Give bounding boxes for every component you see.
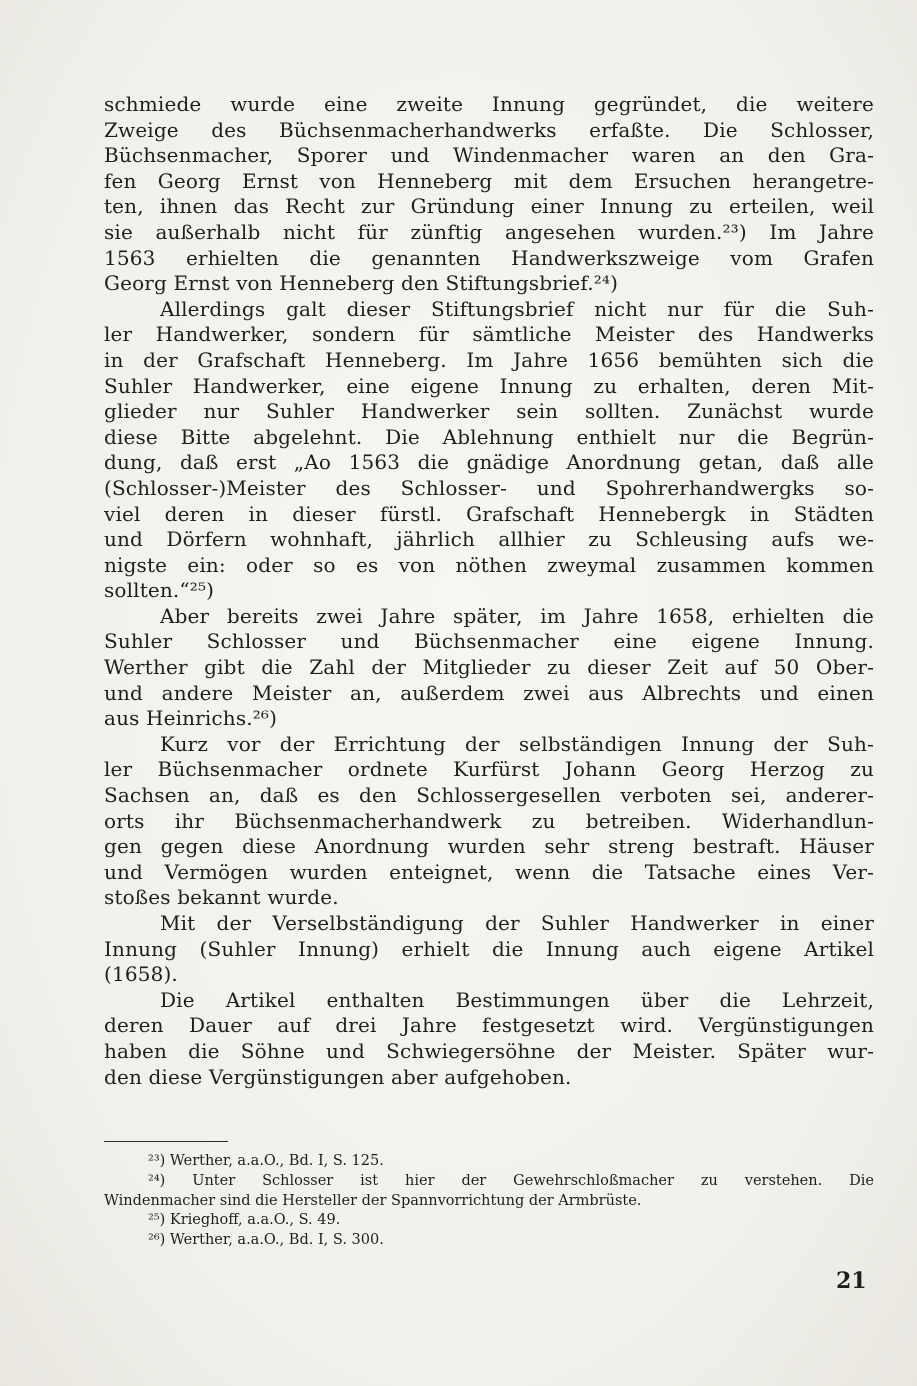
footnote-line: ²⁴) Unter Schlosser ist hier der Gewehrschloßmacher zu verstehen. Die	[148, 1172, 874, 1189]
body-line: nigste ein: oder so es von nöthen zweymal zusammen kommen	[104, 552, 874, 577]
body-line: und Dörfern wohnhaft, jährlich allhier zu Schleusing aufs we-	[104, 527, 874, 552]
footnote-line: Windenmacher sind die Hersteller der Spannvorrichtung der Armbrüste.	[104, 1192, 642, 1209]
body-line: orts ihr Büchsenmacherhandwerk zu betreiben. Widerhandlun-	[104, 808, 874, 833]
body-line: schmiede wurde eine zweite Innung gegründet, die weitere	[104, 92, 874, 116]
body-line: haben die Söhne und Schwiegersöhne der Meister. Später wur-	[104, 1038, 874, 1063]
body-line: in der Grafschaft Henneberg. Im Jahre 1656 bemühten sich die	[104, 347, 874, 372]
body-line: und Vermögen wurden enteignet, wenn die Tatsache eines Ver-	[104, 859, 874, 884]
body-line: ten, ihnen das Recht zur Gründung einer Innung zu erteilen, weil	[104, 194, 874, 219]
footnote-line: ²⁶) Werther, a.a.O., Bd. I, S. 300.	[148, 1232, 384, 1249]
body-line: viel deren in dieser fürstl. Grafschaft Hennebergk in Städten	[104, 501, 874, 526]
body-line: (Schlosser-)Meister des Schlosser- und Spohrerhandwergks so-	[104, 475, 874, 500]
footnote-line: ²³) Werther, a.a.O., Bd. I, S. 125.	[148, 1153, 384, 1169]
body-line: sollten.“²⁵)	[104, 578, 215, 603]
body-text	[104, 92, 874, 1090]
footnote-line: ²⁵) Krieghoff, a.a.O., S. 49.	[148, 1212, 341, 1229]
body-line: sie außerhalb nicht für zünftig angesehen wurden.²³) Im Jahre	[104, 219, 874, 244]
body-line: Aber bereits zwei Jahre später, im Jahre 1658, erhielten die	[160, 603, 874, 628]
body-line: gen gegen diese Anordnung wurden sehr streng bestraft. Häuser	[104, 834, 874, 859]
body-line: 1563 erhielten die genannten Handwerkszweige vom Grafen	[104, 245, 874, 270]
body-line: ler Büchsenmacher ordnete Kurfürst Johann Georg Herzog zu	[104, 757, 874, 782]
body-line: Suhler Schlosser und Büchsenmacher eine eigene Innung.	[104, 629, 874, 654]
body-line: Georg Ernst von Henneberg den Stiftungsbrief.²⁴)	[104, 271, 619, 296]
body-line: Sachsen an, daß es den Schlossergesellen verboten sei, anderer-	[104, 783, 874, 808]
body-line: Mit der Verselbständigung der Suhler Handwerker in einer	[160, 911, 874, 935]
body-line: Die Artikel enthalten Bestimmungen über die Lehrzeit,	[160, 987, 874, 1012]
body-line: dung, daß erst „Ao 1563 die gnädige Anordnung getan, daß alle	[104, 450, 874, 475]
body-line: Allerdings galt dieser Stiftungsbrief nicht nur für die Suh-	[160, 296, 874, 321]
body-line: stoßes bekannt wurde.	[104, 885, 339, 910]
body-line: den diese Vergünstigungen aber aufgehoben.	[104, 1064, 572, 1089]
body-line: Suhler Handwerker, eine eigene Innung zu erhalten, deren Mit-	[104, 373, 874, 398]
body-line: fen Georg Ernst von Henneberg mit dem Ersuchen herangetre-	[104, 168, 874, 193]
body-line: (1658).	[104, 962, 178, 987]
body-line: aus Heinrichs.²⁶)	[104, 706, 278, 731]
body-line: Kurz vor der Errichtung der selbständigen Innung der Suh-	[160, 731, 874, 756]
body-line: ler Handwerker, sondern für sämtliche Meister des Handwerks	[104, 322, 874, 347]
footnotes	[104, 1152, 874, 1251]
body-line: und andere Meister an, außerdem zwei aus Albrechts und einen	[104, 680, 874, 705]
body-line: diese Bitte abgelehnt. Die Ablehnung enthielt nur die Begrün-	[104, 424, 874, 449]
body-line: Zweige des Büchsenmacherhandwerks erfaßte. Die Schlosser,	[104, 117, 874, 142]
footnote-divider	[104, 1141, 228, 1142]
body-line: glieder nur Suhler Handwerker sein sollten. Zunächst wurde	[104, 399, 874, 424]
body-line: deren Dauer auf drei Jahre festgesetzt wird. Vergünstigungen	[104, 1013, 874, 1038]
page-number: 21	[836, 1268, 867, 1294]
body-line: Werther gibt die Zahl der Mitglieder zu dieser Zeit auf 50 Ober-	[104, 655, 874, 680]
body-line: Büchsenmacher, Sporer und Windenmacher waren an den Gra-	[104, 143, 874, 168]
body-line: Innung (Suhler Innung) erhielt die Innung auch eigene Artikel	[104, 936, 874, 961]
